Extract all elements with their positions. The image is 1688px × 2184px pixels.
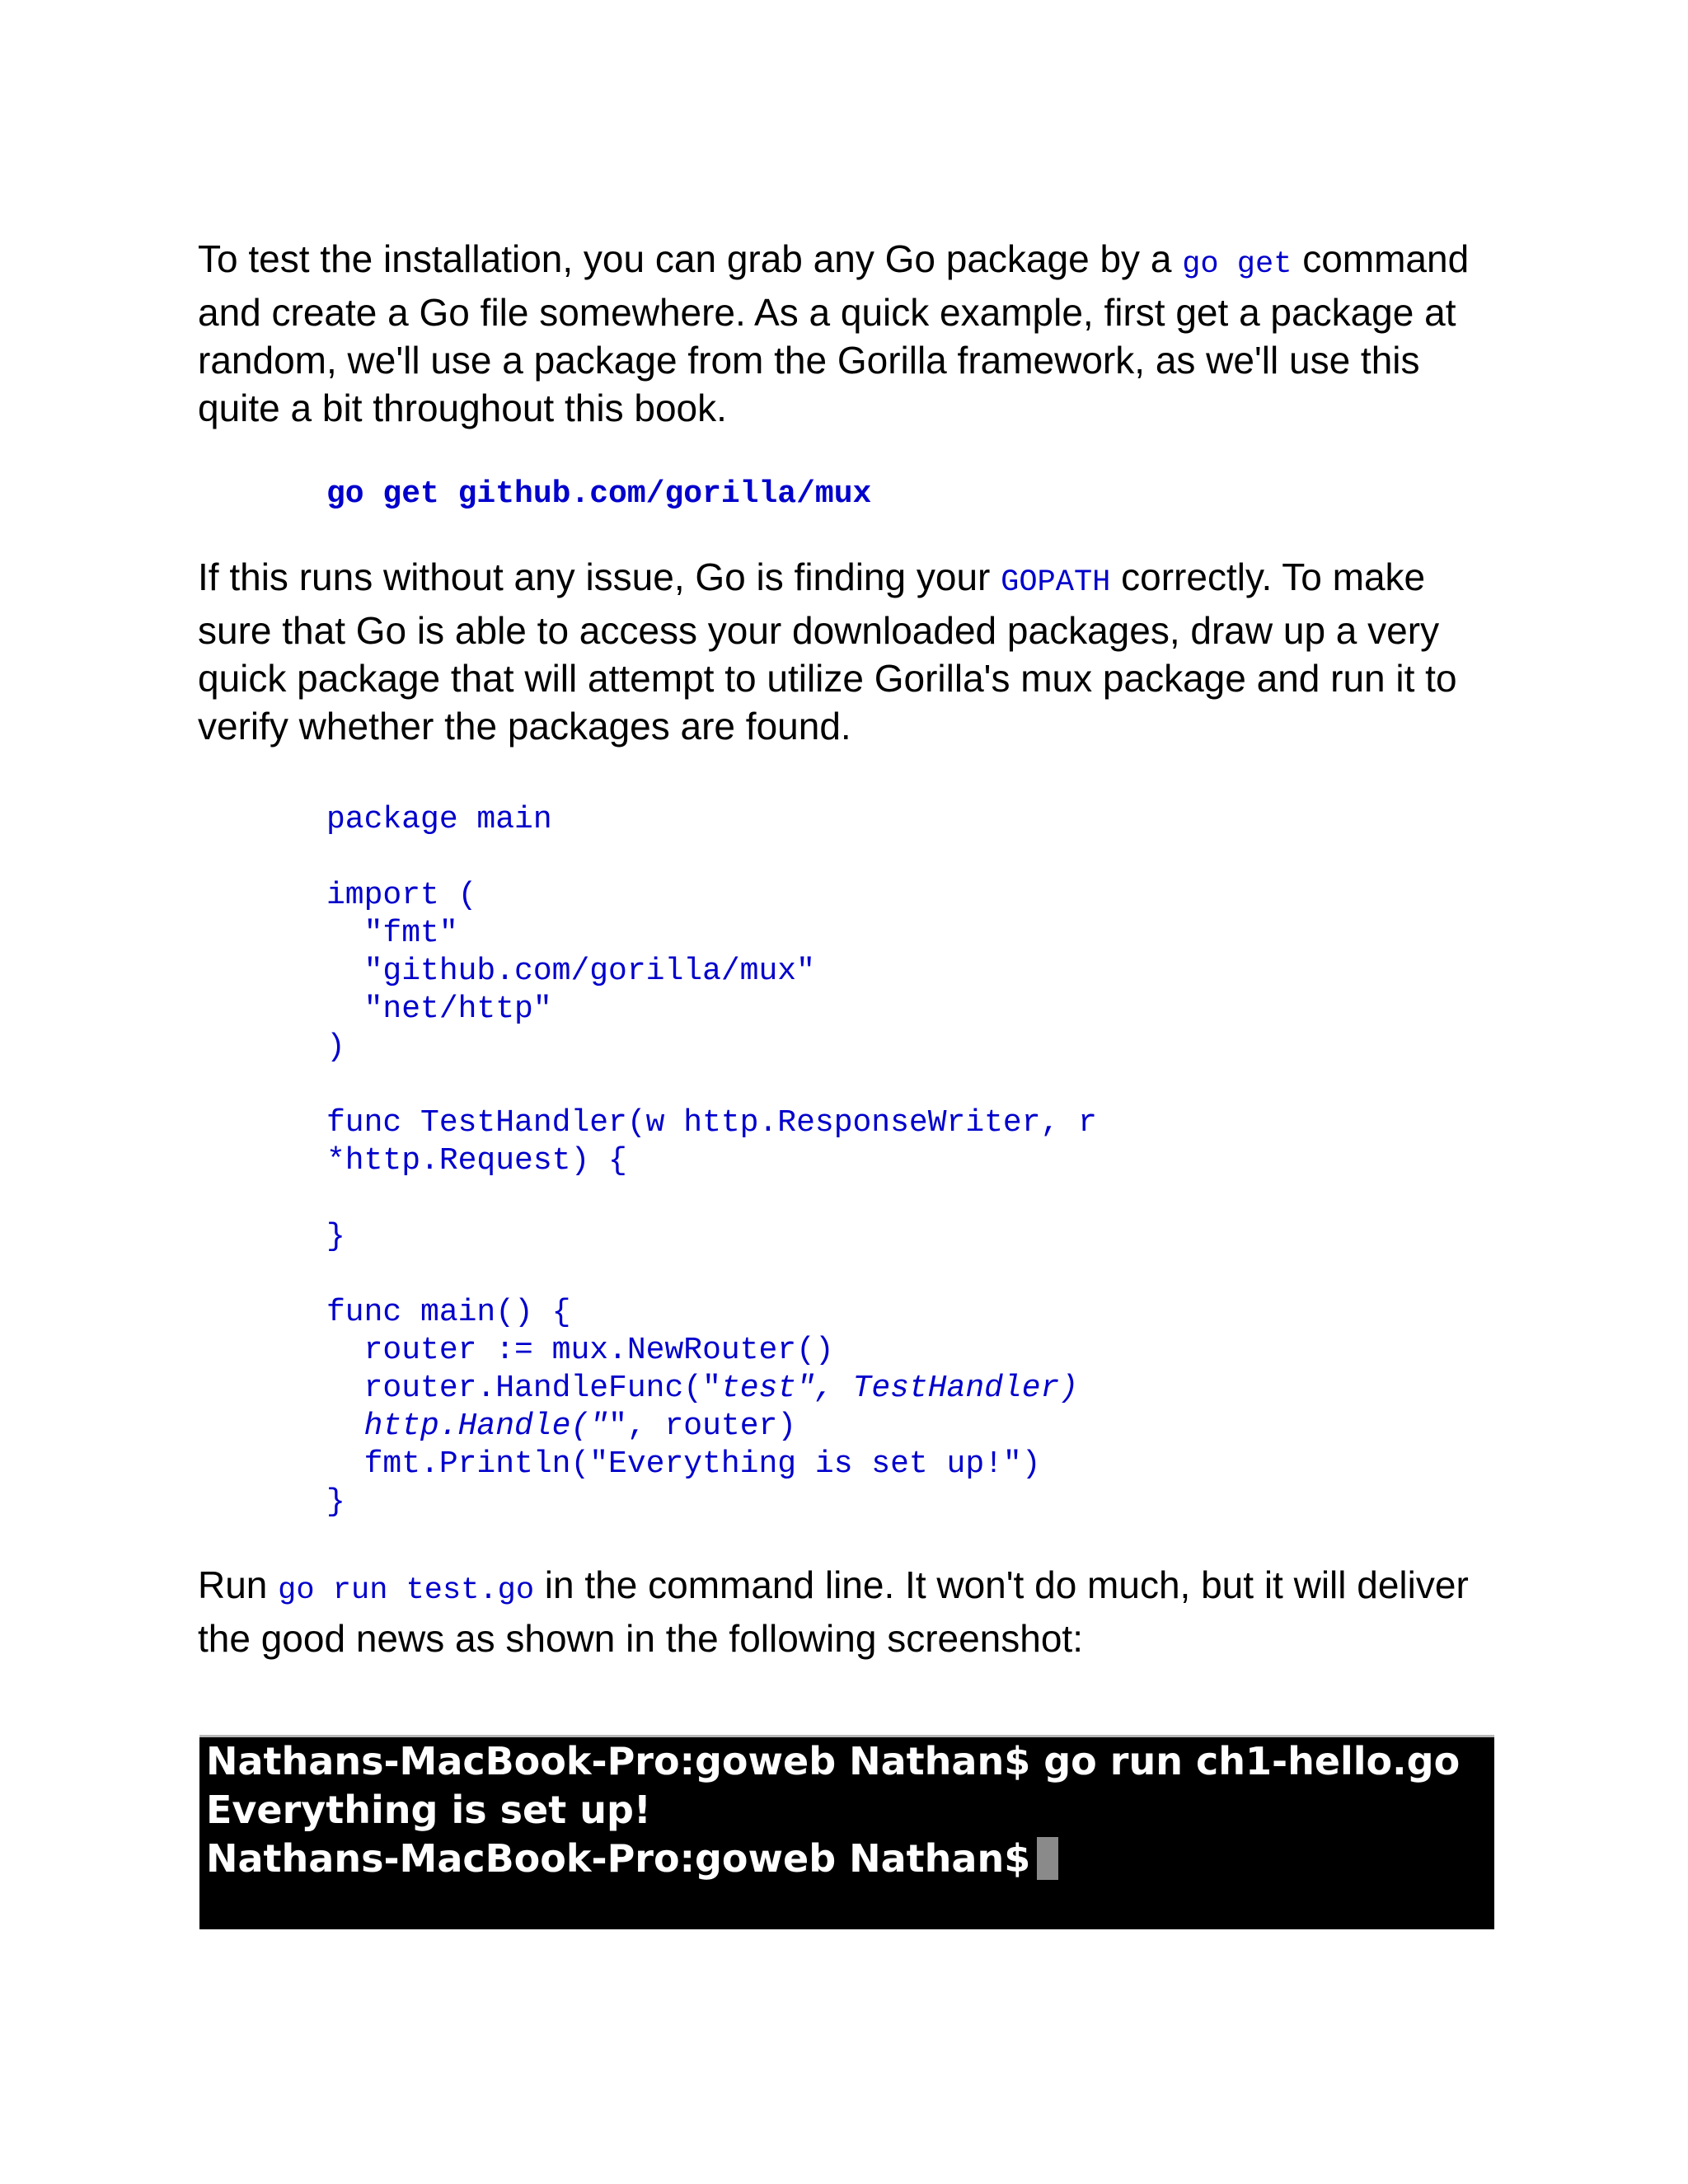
paragraph-text: To test the installation, you can grab any Go package by a <box>198 237 1183 280</box>
inline-code-go-run: go run test.go <box>278 1573 535 1608</box>
code-line: } <box>326 1219 345 1254</box>
paragraph-text: Run <box>198 1563 279 1606</box>
code-line: "fmt" <box>326 916 458 951</box>
command-go-get: go get github.com/gorilla/mux <box>326 476 872 512</box>
code-segment: router.HandleFunc(" <box>326 1371 721 1406</box>
code-line-blank <box>326 839 1492 877</box>
code-segment-italic: test", TestHandler) <box>720 1371 1079 1406</box>
paragraph-run <box>198 1561 1492 1662</box>
code-line: func TestHandler(w http.ResponseWriter, r <box>326 1105 1097 1141</box>
code-block <box>198 801 1492 1521</box>
code-line: import ( <box>326 878 477 913</box>
paragraph-text: correctly. To make sure that Go is able to access your downloaded packages, draw up a very quick package that will attempt to utilize Gorilla's mux package and run it to verify whether the packages are found. <box>198 555 1457 748</box>
paragraph-install-test <box>198 235 1492 432</box>
paragraph-text: in the command line. It won't do much, but it will deliver the good news as shown in the following screenshot: <box>198 1563 1469 1660</box>
code-segment: ", router) <box>608 1408 797 1444</box>
terminal-line: Everything is set up! <box>206 1788 651 1832</box>
code-line: "github.com/gorilla/mux" <box>326 954 815 989</box>
code-line <box>326 1408 1492 1446</box>
code-line-blank <box>326 1066 1492 1104</box>
code-line: *http.Request) { <box>326 1143 627 1179</box>
code-line: } <box>326 1484 345 1520</box>
terminal-screenshot <box>199 1735 1494 1929</box>
paragraph-text: command and create a Go file somewhere. As a quick example, first get a package at random, we'll use a package from the Gorilla framework, as we'll use this quite a bit throughout this book. <box>198 237 1470 429</box>
inline-code-gopath: GOPATH <box>1001 565 1111 600</box>
terminal-prompt: Nathans-MacBook-Pro:goweb Nathan$ <box>206 1836 1031 1881</box>
terminal-line: Nathans-MacBook-Pro:goweb Nathan$ go run ch1-hello.go <box>206 1739 1461 1783</box>
code-segment-italic: http.Handle(" <box>326 1408 609 1444</box>
code-line: router := mux.NewRouter() <box>326 1333 834 1368</box>
paragraph-text: If this runs without any issue, Go is finding your <box>198 555 1001 598</box>
code-line-blank <box>326 1256 1492 1294</box>
terminal-cursor <box>1037 1837 1058 1880</box>
code-line: func main() { <box>326 1295 571 1330</box>
code-line: package main <box>326 802 552 837</box>
code-line: fmt.Println("Everything is set up!") <box>326 1446 1041 1482</box>
code-line-blank <box>326 1180 1492 1218</box>
inline-code-go-get: go get <box>1182 247 1292 282</box>
document-page <box>198 235 1492 1662</box>
code-line <box>326 1370 1492 1408</box>
code-line: ) <box>326 1029 345 1065</box>
terminal-prompt-line <box>199 1835 1494 1883</box>
code-line: "net/http" <box>326 991 552 1027</box>
paragraph-gopath <box>198 553 1492 750</box>
